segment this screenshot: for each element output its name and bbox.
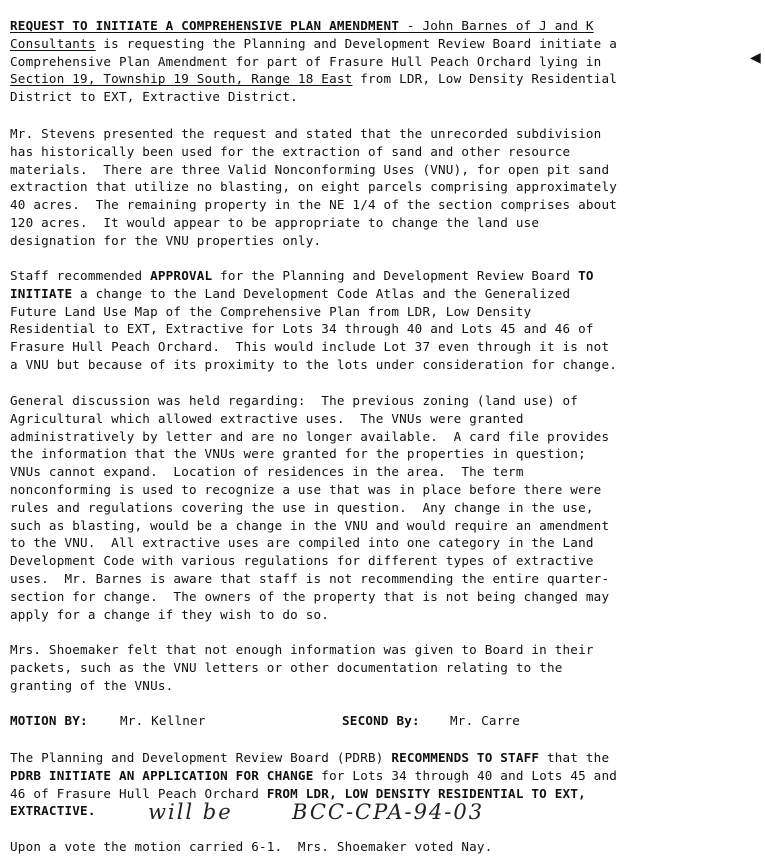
- discussion-line: uses. Mr. Barnes is aware that staff is not recommending the entire quarter-: [10, 570, 610, 586]
- stevens-line: materials. There are three Valid Nonconforming Uses (VNU), for open pit sand: [10, 161, 610, 177]
- pdrb-line-2-text: for Lots 34 through 40 and Lots 45 and: [313, 767, 618, 783]
- pdrb-line-1-text: The Planning and Development Review Board (PDRB): [10, 750, 392, 765]
- staff-line: a VNU but because of its proximity to the lots under consideration for change.: [10, 356, 618, 372]
- discussion-line: VNUs cannot expand. Location of residences in the area. The term: [10, 464, 524, 480]
- consultants-text: Consultants: [10, 35, 96, 51]
- shoemaker-paragraph: [10, 641, 755, 694]
- discussion-paragraph: [10, 392, 755, 623]
- stevens-line: designation for the VNU properties only.: [10, 232, 322, 248]
- discussion-line: Agricultural which allowed extractive uses. The VNUs were granted: [10, 410, 524, 426]
- request-line-1: [10, 17, 755, 35]
- discussion-line: rules and regulations covering the use in question. Any change in the use,: [10, 499, 594, 515]
- discussion-line: nonconforming is used to recognize a use that was in place before there were: [10, 481, 602, 497]
- shoemaker-line: Mrs. Shoemaker felt that not enough information was given to Board in their: [10, 642, 594, 657]
- stevens-line: 120 acres. It would appear to be appropriate to change the land use: [10, 214, 540, 230]
- discussion-line: apply for a change if they wish to do so.: [10, 606, 330, 622]
- staff-line-1-text-2: for the Planning and Development Review Board: [212, 268, 579, 283]
- staff-line-1: [10, 267, 755, 285]
- vote-paragraph: [10, 838, 755, 856]
- discussion-line: the information that the VNUs were granted for the properties in question;: [10, 446, 586, 462]
- staff-line-1-text: Staff recommended: [10, 268, 151, 283]
- pdrb-line-1-text-2: that the: [539, 750, 610, 765]
- discussion-line: administratively by letter and are no longer available. A card file provides: [10, 428, 610, 444]
- stevens-line: Mr. Stevens presented the request and stated that the unrecorded subdivision: [10, 126, 602, 141]
- motion-label: MOTION BY:: [10, 713, 88, 728]
- handwritten-case-number: BCC-CPA-94-03: [292, 800, 485, 824]
- request-heading: REQUEST TO INITIATE A COMPREHENSIVE PLAN AMENDMENT: [10, 18, 400, 33]
- discussion-line: General discussion was held regarding: The previous zoning (land use) of: [10, 393, 579, 408]
- staff-line: Frasure Hull Peach Orchard. This would include Lot 37 even through it is not: [10, 339, 610, 355]
- approval-text: APPROVAL: [150, 268, 213, 283]
- pdrb-line-4: EXTRACTIVE.: [10, 803, 96, 819]
- request-line-4-text: from LDR, Low Density Residential: [352, 71, 618, 87]
- margin-arrow-icon: ◀: [750, 50, 761, 66]
- stevens-line: extraction that utilize no blasting, on eight parcels comprising approximately: [10, 179, 618, 195]
- request-line-3: Comprehensive Plan Amendment for part of Frasure Hull Peach Orchard lying in: [10, 53, 602, 69]
- stevens-line: has historically been used for the extraction of sand and other resource: [10, 143, 571, 159]
- motion-line: [10, 712, 755, 730]
- to-text: TO: [578, 268, 594, 283]
- request-line-2: [10, 35, 755, 53]
- request-applicant: - John Barnes of J and K: [399, 18, 594, 33]
- stevens-paragraph: [10, 125, 755, 250]
- staff-line-2: [10, 285, 755, 303]
- stevens-line: 40 acres. The remaining property in the NE 1/4 of the section comprises about: [10, 197, 618, 213]
- discussion-line: such as blasting, would be a change in the VNU and would require an amendment: [10, 517, 610, 533]
- recommends-text: RECOMMENDS TO STAFF: [391, 750, 540, 765]
- shoemaker-line: packets, such as the VNU letters or other documentation relating to the: [10, 659, 563, 675]
- pdrb-line-2: [10, 767, 755, 785]
- vote-line: Upon a vote the motion carried 6-1. Mrs. Shoemaker voted Nay.: [10, 839, 493, 854]
- staff-line-2-text: a change to the Land Development Code Atlas and the Generalized: [72, 285, 571, 301]
- second-label: SECOND By:: [342, 713, 420, 728]
- initiate-text: INITIATE: [10, 285, 73, 301]
- request-line-5: District to EXT, Extractive District.: [10, 89, 298, 105]
- discussion-line: to the VNU. All extractive uses are compiled into one category in the Land: [10, 535, 594, 551]
- request-line-2-text: is requesting the Planning and Development Review Board initiate a: [95, 35, 618, 51]
- from-ldr-text: FROM LDR, LOW DENSITY RESIDENTIAL TO EXT,: [266, 785, 586, 801]
- second-name: Mr. Carre: [450, 713, 521, 728]
- staff-recommendation-paragraph: [10, 267, 755, 374]
- request-paragraph: [10, 17, 755, 106]
- discussion-line: section for change. The owners of the property that is not being changed may: [10, 588, 610, 604]
- request-line-4: [10, 70, 755, 88]
- pdrb-line-1: [10, 749, 755, 767]
- section-location: Section 19, Township 19 South, Range 18 East: [10, 71, 353, 87]
- staff-line: Residential to EXT, Extractive for Lots 34 through 40 and Lots 45 and 46 of: [10, 321, 594, 337]
- initiate-application-text: PDRB INITIATE AN APPLICATION FOR CHANGE: [10, 767, 314, 783]
- staff-line: Future Land Use Map of the Comprehensive Plan from LDR, Low Density: [10, 303, 532, 319]
- discussion-line: Development Code with various regulations for different types of extractive: [10, 553, 594, 569]
- pdrb-line-3-text: 46 of Frasure Hull Peach Orchard: [10, 785, 267, 801]
- handwritten-will-be: will be: [148, 800, 233, 824]
- shoemaker-line: granting of the VNUs.: [10, 677, 174, 693]
- motion-name: Mr. Kellner: [120, 713, 206, 728]
